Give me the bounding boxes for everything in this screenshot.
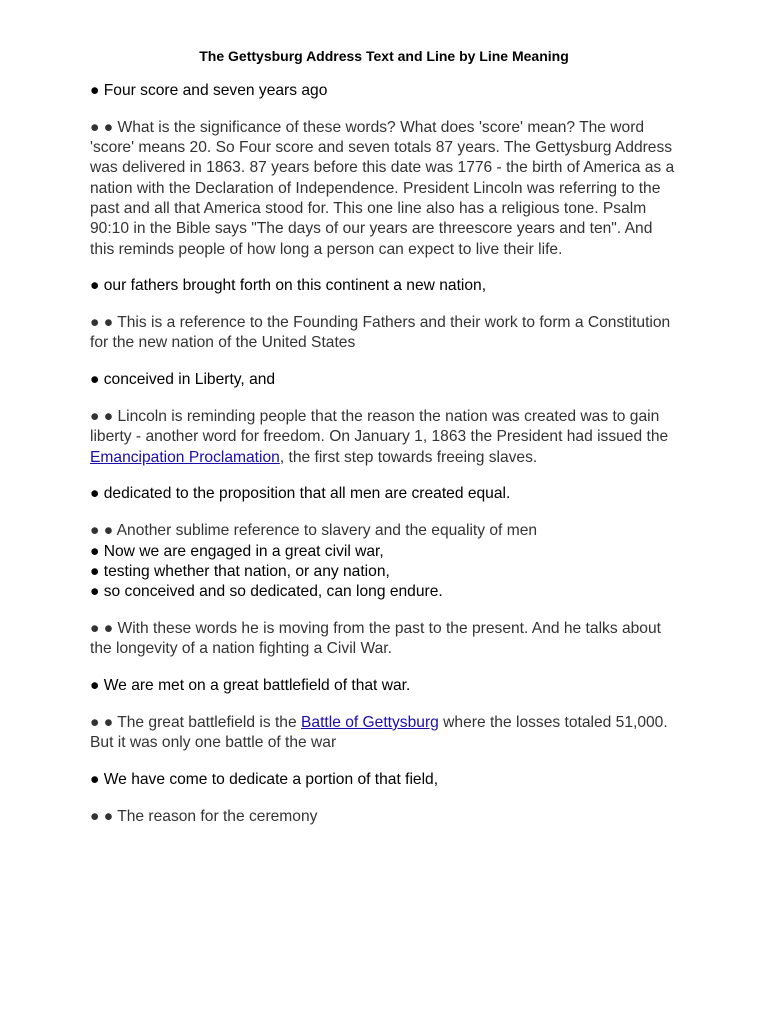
text-run: ● ● The great battlefield is the (90, 713, 301, 731)
quote-line (90, 81, 678, 101)
meaning-paragraph (90, 118, 678, 260)
quote-line (90, 276, 678, 296)
meaning-paragraph (90, 619, 678, 660)
meaning-paragraph (90, 407, 678, 468)
quote-line (90, 542, 678, 562)
quote-line (90, 582, 678, 602)
meaning-paragraph (90, 713, 678, 754)
quote-line (90, 370, 678, 390)
text-run: ● conceived in Liberty, and (90, 371, 276, 389)
text-run: ● ● The reason for the ceremony (90, 807, 318, 825)
text-run: ● ● With these words he is moving from the past to the present. And he talks about the longevity of a nation fighting a Civil War. (90, 619, 661, 658)
quote-line (90, 484, 678, 504)
page-title: The Gettysburg Address Text and Line by Line Meaning (199, 48, 569, 64)
text-run: ● testing whether that nation, or any nation, (90, 562, 390, 580)
text-run: where the losses totaled 51,000. But it was only one battle of the war (90, 713, 668, 752)
document-body (90, 81, 678, 827)
text-run: ● dedicated to the proposition that all men are created equal. (90, 485, 511, 503)
text-run: ● Four score and seven years ago (90, 82, 328, 99)
meaning-paragraph (90, 521, 678, 541)
text-run: ● We are met on a great battlefield of that war. (90, 677, 411, 695)
meaning-paragraph (90, 807, 678, 827)
text-run: ● ● Another sublime reference to slavery and the equality of men (90, 522, 538, 540)
emancipation-proclamation-link[interactable]: Emancipation Proclamation (90, 448, 280, 466)
battle-of-gettysburg-link[interactable]: Battle of Gettysburg (301, 713, 439, 731)
quote-line (90, 770, 678, 790)
quote-line (90, 676, 678, 696)
meaning-paragraph (90, 313, 678, 354)
text-run: ● ● This is a reference to the Founding Fathers and their work to form a Constitution for the new nation of the United States (90, 314, 671, 352)
text-run: ● our fathers brought forth on this continent a new nation, (90, 277, 487, 295)
text-run: ● so conceived and so dedicated, can long endure. (90, 583, 443, 601)
quote-line (90, 562, 678, 582)
text-run: ● ● What is the significance of these words? What does 'score' mean? The word 'score' means 20. So Four score and seven totals 87 years. The Gettysburg Address was delivered in 1863. 87 years before this date was 1776 - the birth of America as a nation with the Declaration of Independence. President Lincoln was referring to the past and all that America stood for. This one line also has a religious tone. Psalm 90:10 in the Bible says "The days of our years are threescore years and ten". And this reminds people of how long a person can expect to live their life. (90, 118, 675, 258)
text-run: ● Now we are engaged in a great civil war, (90, 542, 384, 560)
text-run: , the first step towards freeing slaves. (279, 448, 538, 466)
text-run: ● ● Lincoln is reminding people that the reason the nation was created was to gain liberty - another word for freedom. On January 1, 1863 the President had issued the (90, 408, 669, 446)
text-run: ● We have come to dedicate a portion of that field, (90, 770, 439, 788)
